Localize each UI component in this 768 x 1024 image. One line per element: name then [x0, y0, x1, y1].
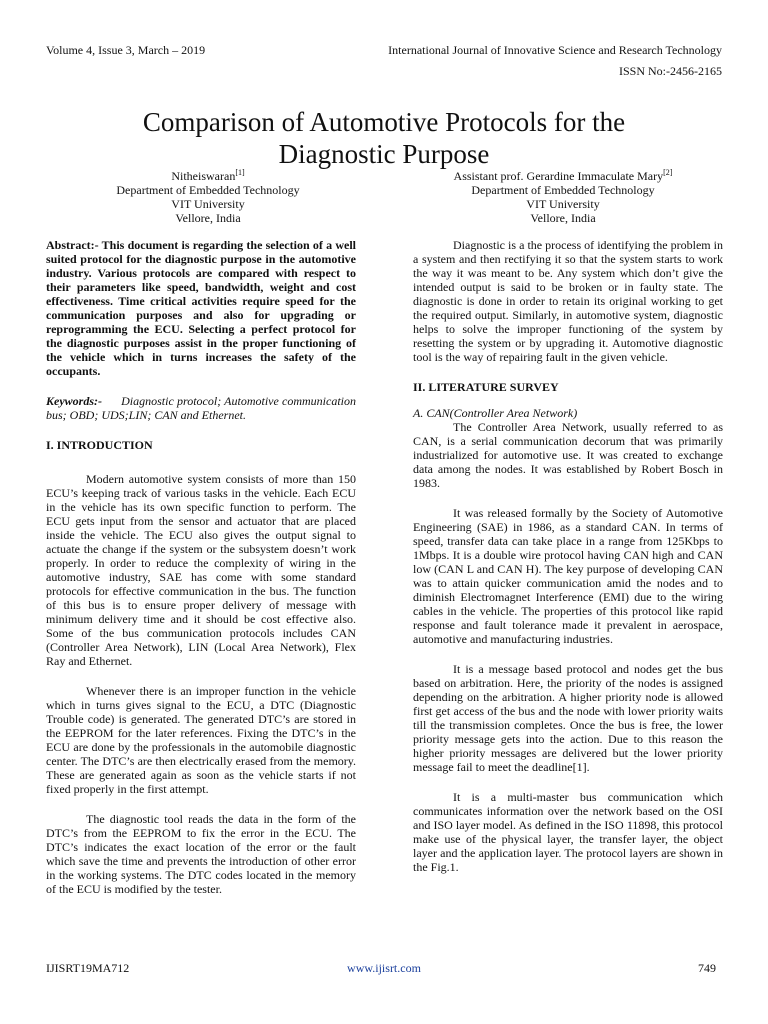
author-department: Department of Embedded Technology	[471, 183, 655, 197]
paper-title	[40, 106, 728, 170]
keywords	[46, 394, 356, 422]
author-name: Nitheiswaran	[171, 169, 236, 183]
title-line-1: Comparison of Automotive Protocols for the	[142, 107, 626, 138]
body-paragraph: Diagnostic is a the process of identifying the problem in a system and then rectifying it so that the system starts to work the way it was meant to be. Any system which don’t give the intended output is said to be broken or in faulty state. The diagnostic is done in order to retain its original working to get the required output. Similarly, in automotive system, diagnostic helps to solve the improper functioning of the system by resetting the system or by upgrading it. Automotive diagnostic tool is the way of repairing fault in the given vehicle.	[413, 238, 723, 364]
author-university: VIT University	[171, 197, 245, 211]
author-mark: [2]	[663, 168, 673, 177]
footer-page-number: 749	[698, 961, 716, 975]
author-mark: [1]	[235, 168, 245, 177]
title-line-2: Diagnostic Purpose	[278, 139, 490, 170]
author-location: Vellore, India	[175, 211, 241, 225]
body-paragraph: It is a message based protocol and nodes get the bus based on arbitration. Here, the priority of the nodes is assigned depending on the arbitration. A higher priority node is allowed first get access of the bus and the node with lower priority waits till the transmission completes. Once the bus is free, the lower priority message gets into the action. Due to this reason the higher priority messages are delivered but the lower priority message fail to meet the deadline[1].	[413, 662, 723, 774]
volume-info: Volume 4, Issue 3, March – 2019	[46, 43, 206, 57]
author-university: VIT University	[526, 197, 600, 211]
section-heading-introduction: I. INTRODUCTION	[46, 438, 153, 452]
author-block-2	[413, 166, 713, 225]
body-paragraph: Modern automotive system consists of more than 150 ECU’s keeping track of various tasks in the vehicle. Each ECU in the vehicle has its own specific function to perform. The ECU gets input from the sensor and actuator that are placed inside the vehicle. The ECU also gives the output signal to actuate the change if the system or the subsystem doesn’t work properly. In order to reduce the complexity of wiring in the automotive industry, SAE has come with some standard protocols for effective communication in the bus. The function of this bus is to ensure proper delivery of message with minimum delivery time and it should be cost effective also. Some of the bus communication protocols includes CAN (Controller Area Network), LIN (Local Area Network), Flex Ray and Ethernet.	[46, 472, 356, 668]
author-location: Vellore, India	[530, 211, 596, 225]
keywords-text: Diagnostic protocol; Automotive communication bus; OBD; UDS;LIN; CAN and Ethernet.	[46, 394, 356, 422]
body-paragraph: The Controller Area Network, usually referred to as CAN, is a serial communication decorum that was primarily industrialized for automotive use. It was created to exchange data among the nodes. It was established by Robert Bosch in 1983.	[413, 420, 723, 490]
keywords-label: Keywords:-	[46, 394, 102, 408]
journal-name: International Journal of Innovative Science and Research Technology	[388, 43, 722, 57]
section-heading-literature-survey: II. LITERATURE SURVEY	[413, 380, 559, 394]
subsection-heading-can: A. CAN(Controller Area Network)	[413, 406, 578, 420]
right-column	[413, 238, 723, 874]
author-department: Department of Embedded Technology	[116, 183, 300, 197]
body-paragraph: Whenever there is an improper function in the vehicle which in turns gives signal to the ECU, a DTC (Diagnostic Trouble code) is generated. The generated DTC’s are stored in the EEPROM for the later references. Fixing the DTC’s in the ECU are done by the professionals in the automobile diagnostic center. The DTC’s are then electrically erased from the memory. These are generated again as soon as the vehicle starts if not fixed properly in the first attempt.	[46, 684, 356, 796]
body-paragraph: It was released formally by the Society of Automotive Engineering (SAE) in 1986, as a standard CAN. In terms of speed, transfer data can take place in a range from 125Kbps to 1Mbps. It is a double wire protocol having CAN high and CAN low (CAN L and CAN H). The key purpose of developing CAN was to attain quicker communication amid the nodes and to diminish Electromagnet Interference (EMI) due to the wiring cables in the vehicle. The properties of this protocol like rapid response and fault tolerance made it prevalent in aerospace, automotive and manufacturing industries.	[413, 506, 723, 646]
abstract: Abstract:- This document is regarding the selection of a well suited protocol for the diagnostic purpose in the automotive industry. Various protocols are compared with respect to their parameters like speed, bandwidth, weight and cost effectiveness. Time critical activities require speed for the communication purposes and also for upgrading or reprogramming the ECU. Selecting a perfect protocol for the diagnostic purposes assist in the proper functioning of the vehicle which in turns increases the safety of the occupants.	[46, 238, 356, 378]
author-name: Assistant prof. Gerardine Immaculate Mary	[453, 169, 664, 183]
body-paragraph: The diagnostic tool reads the data in the form of the DTC’s from the EEPROM to fix the error in the ECU. The DTC’s indicates the exact location of the error or the fault which save the time and prevents the introduction of other error in the working systems. The DTC codes located in the memory of the ECU is modified by the tester.	[46, 812, 356, 896]
footer-website-link[interactable]: www.ijisrt.com	[347, 961, 421, 975]
issn: ISSN No:-2456-2165	[618, 64, 722, 78]
body-paragraph: It is a multi-master bus communication which communicates information over the network based on the OSI and ISO layer model. As defined in the ISO 11898, this protocol make use of the physical layer, the transfer layer, the object layer and the application layer. The protocol layers are shown in the Fig.1.	[413, 790, 723, 874]
author-block-1	[58, 166, 358, 225]
footer-paper-code: IJISRT19MA712	[46, 961, 130, 975]
left-column	[46, 238, 356, 896]
